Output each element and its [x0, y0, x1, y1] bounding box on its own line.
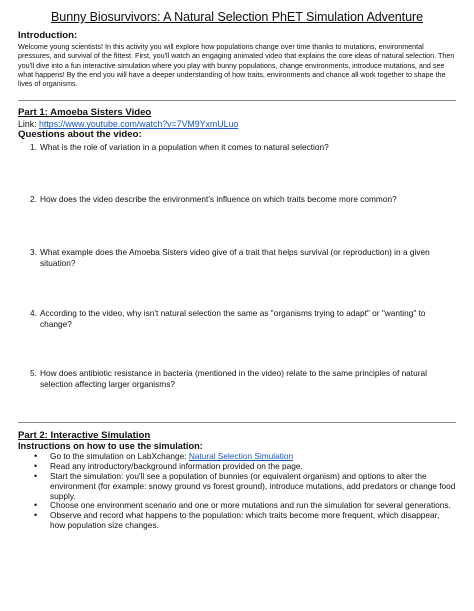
- question-text: How does antibiotic resistance in bacteria (mentioned in the video) relate to the same principles of natural selection affecting larger organisms?: [40, 368, 427, 389]
- question-item: [18, 142, 456, 194]
- part2-section: [18, 430, 456, 530]
- section-divider: [18, 100, 456, 101]
- question-item: [18, 247, 456, 308]
- bullet-icon: •: [34, 500, 38, 511]
- part1-section: [18, 107, 456, 408]
- instructions-heading: Instructions on how to use the simulation:: [18, 441, 203, 452]
- question-text: What example does the Amoeba Sisters video give of a trait that helps survival (or reproduction) in a given situation?: [40, 247, 430, 268]
- part2-heading: Part 2: Interactive Simulation: [18, 430, 151, 442]
- question-item: [18, 308, 456, 368]
- instruction-item: [18, 511, 456, 531]
- questions-heading: Questions about the video:: [18, 129, 142, 141]
- introduction-section: [18, 30, 456, 88]
- instruction-text: Choose one environment scenario and one or more mutations and run the simulation for several generations.: [50, 500, 451, 511]
- part1-heading: Part 1: Amoeba Sisters Video: [18, 107, 152, 119]
- instruction-text: Start the simulation: you'll see a population of bunnies (or equivalent organism) and options to alter the environment (for example: snowy ground vs forest ground), introduce mutations, add predators or change food supply.: [50, 471, 456, 501]
- bullet-icon: •: [34, 471, 38, 482]
- introduction-heading: Introduction:: [18, 30, 78, 41]
- question-item: [18, 368, 456, 408]
- question-number: 4.: [30, 308, 37, 319]
- instruction-text: Read any introductory/background information provided on the page.: [50, 461, 303, 472]
- question-text: How does the video describe the environment's influence on which traits become more common?: [40, 194, 397, 205]
- question-text: According to the video, why isn't natural selection the same as "organisms trying to adapt" or "wanting" to change?: [40, 308, 426, 329]
- bullet-icon: •: [34, 461, 38, 472]
- video-link-line: [18, 119, 456, 129]
- introduction-text: Welcome young scientists! In this activity you will explore how populations change over time thanks to mutations, environmental pressures, and survival of the fittest. First, you'll watch an engaging animated video that explains the core ideas of natural selection. Then you'll dive into a fun interactive simulation where you play with bunny populations, change environments, introduce mutations, and see what happens! By the end you will have a deeper understanding of how traits, environments and chance all work together to shape the lives of organisms.: [18, 42, 455, 89]
- link-label: Link:: [18, 119, 40, 130]
- questions-list: [18, 142, 456, 408]
- question-number: 3.: [30, 247, 37, 258]
- bullet-icon: •: [34, 451, 38, 462]
- video-link[interactable]: https://www.youtube.com/watch?v=7VM9YxmULuo: [39, 119, 239, 130]
- document-title: Bunny Biosurvivors: A Natural Selection PhET Simulation Adventure: [51, 10, 423, 24]
- question-number: 2.: [30, 194, 37, 205]
- question-number: 5.: [30, 368, 37, 379]
- section-divider: [18, 422, 456, 423]
- bullet-icon: •: [34, 510, 38, 521]
- instruction-item: [18, 472, 456, 501]
- instruction-text: Observe and record what happens to the population: which traits become more frequent, which disappear, how population size changes.: [50, 510, 440, 531]
- simulation-link[interactable]: Natural Selection Simulation: [188, 451, 294, 462]
- question-number: 1.: [30, 142, 37, 153]
- instruction-text: Go to the simulation on LabXchange:: [50, 451, 189, 462]
- instructions-list: [18, 452, 456, 530]
- question-text: What is the role of variation in a population when it comes to natural selection?: [40, 142, 329, 153]
- question-item: [18, 194, 456, 247]
